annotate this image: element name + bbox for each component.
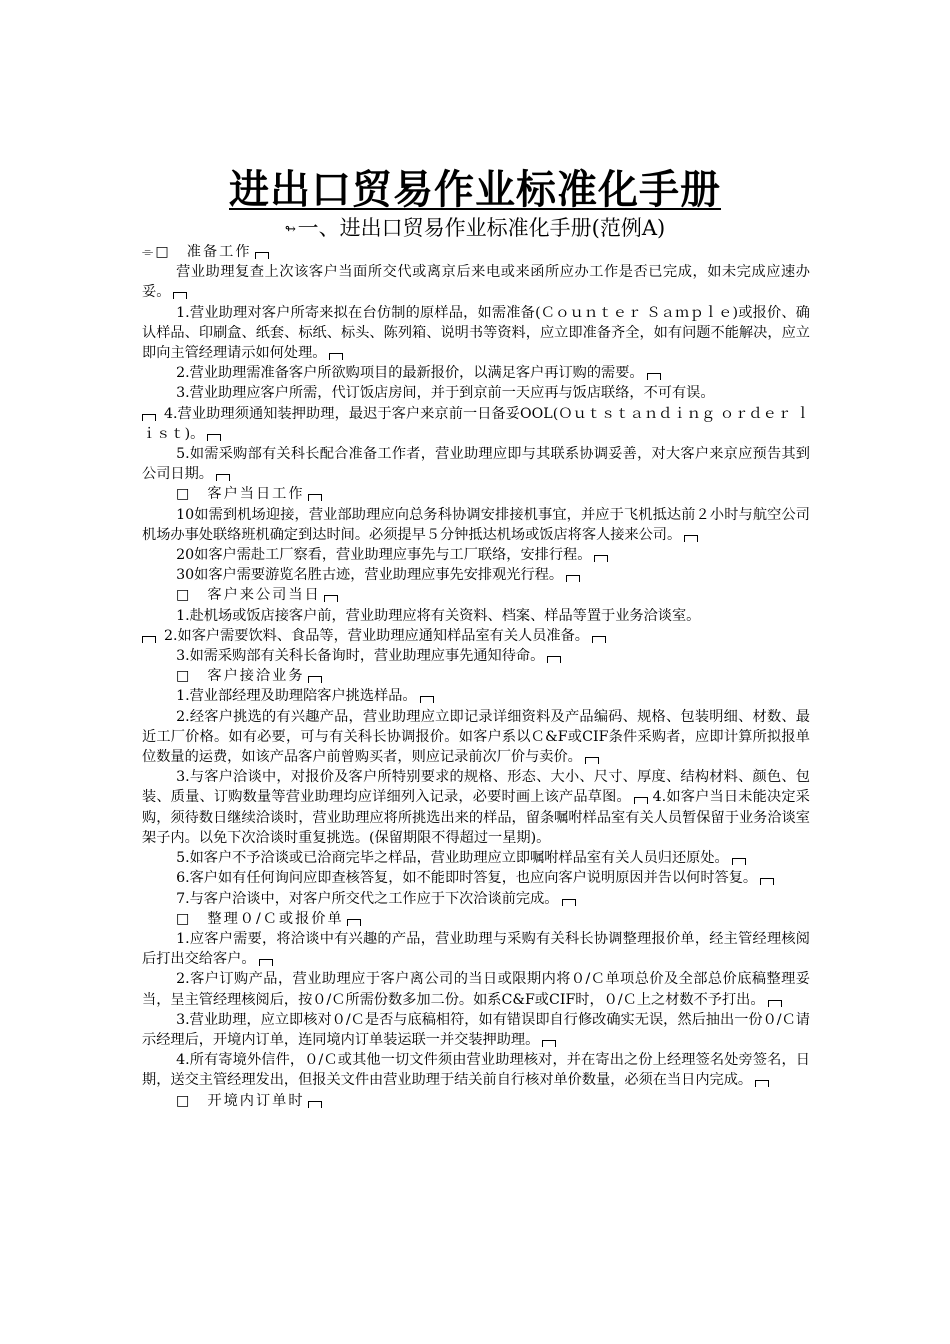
paragraph: 3.营业助理，应立即核对０/Ｃ是否与底稿相符，如有错误即自行修改确实无误，然后抽出一份０/Ｃ请示经理后，开境内订单，连同境内订单装运联一并交装押助理。 (142, 1011, 810, 1048)
section-heading-text: 客户来公司当日 (207, 587, 321, 604)
paragraph-mark-icon (684, 535, 698, 542)
paragraph-mark-icon (173, 292, 187, 299)
paragraph: 营业助理复查上次该客户当面所交代或离京后来电或来函所应办工作是否已完成，如未完成应速办妥。 (142, 264, 810, 301)
section-heading-text: 客户当日工作 (207, 486, 305, 503)
paragraph-mark-icon (547, 656, 561, 663)
paragraph: 2.客户订购产品，营业助理应于客户离公司的当日或限期内将０/Ｃ单项总价及全部总价底稿整理妥当，呈主管经理核阅后，按０/Ｃ所需份数多加二份。如系C&F或CIF时，０/Ｃ上之材数不予打出。 (142, 971, 810, 1008)
paragraph-mark-icon (255, 252, 269, 259)
paragraph-mark-icon (142, 636, 156, 643)
subtitle-text: 一、进出口贸易作业标准化手册(范例A) (297, 216, 666, 240)
section-heading-text: 整理０/Ｃ或报价单 (207, 910, 344, 927)
document-body (142, 242, 810, 1111)
paragraph: 5.如客户不予洽谈或已洽商完毕之样品，营业助理应立即嘱咐样品室有关人员归还原处。 (142, 848, 810, 868)
paragraph: 4.营业助理须通知装押助理，最迟于客户来京前一日备妥OOL(Ｏｕｔｓｔａｎｄｉｎｇ ｏｒｄｅｒ ｌｉｓｔ)。 (142, 405, 810, 442)
paragraph-mark-icon (592, 636, 606, 643)
section-heading (142, 484, 810, 504)
paragraph: 5.如需采购部有关科长配合准备工作者，营业助理应即与其联系协调妥善，对大客户来京应预告其到公司日期。 (142, 446, 810, 483)
paragraph: 1.应客户需要，将洽谈中有兴趣的产品，营业助理与采购有关科长协调整理报价单，经主管经理核阅后打出交给客户。 (142, 930, 810, 968)
checkbox-icon: □ (176, 486, 190, 503)
section-heading (142, 666, 810, 686)
paragraph-mark-icon (347, 919, 361, 926)
paragraph: 6.客户如有任何询问应即查核答复，如不能即时答复，也应向客户说明原因并告以何时答复。 (142, 868, 810, 888)
paragraph-mark-icon (542, 1040, 556, 1047)
paragraph: 30如客户需要游览名胜古迹，营业助理应事先安排观光行程。 (142, 565, 810, 585)
section-heading (142, 585, 810, 605)
paragraph-mark-icon (585, 757, 599, 764)
paragraph-mark-icon (732, 858, 746, 865)
checkbox-icon: □ (176, 910, 190, 927)
document-subtitle (0, 214, 950, 244)
section-heading (142, 1091, 810, 1111)
section-heading-text: 客户接洽业务 (207, 668, 305, 685)
paragraph: 2.如客户需要饮料、食品等，营业助理应通知样品室有关人员准备。 (142, 626, 810, 646)
section-heading-text: 准备工作 (186, 244, 252, 260)
paragraph-mark-icon (308, 1101, 322, 1108)
paragraph: 3.营业助理应客户所需，代订饭店房间，并于到京前一天应再与饭店联络，不可有误。 (176, 385, 715, 402)
paragraph-mark-icon (566, 575, 580, 582)
checkbox-icon: □ (176, 587, 190, 604)
checkbox-icon: □ (176, 668, 190, 685)
heading-prefix: ⌯ (142, 244, 156, 260)
paragraph-mark-icon (142, 414, 156, 421)
paragraph-mark-icon (308, 494, 322, 501)
checkbox-icon: □ (176, 1092, 190, 1109)
paragraph: 3.如需采购部有关科长备询时，营业助理应事先通知待命。 (142, 646, 810, 666)
paragraph: 2.经客户挑选的有兴趣产品，营业助理应立即记录详细资料及产品编码、规格、包装明细、材数、最近工厂价格。如有必要，可与有关科长协调报价。如客户系以Ｃ&F或CIF条件采购者，应即计算所拟报单位数量的运费，如该产品客户前曾购买者，则应记录前次厂价与卖价。 (142, 708, 810, 766)
paragraph-mark-icon (420, 696, 434, 703)
paragraph: 2.营业助理需准备客户所欲购项目的最新报价，以满足客户再订购的需要。 (142, 363, 810, 383)
paragraph-mark-icon (259, 959, 273, 966)
paragraph-mark-icon (324, 595, 338, 602)
paragraph: 20如客户需赴工厂察看，营业助理应事先与工厂联络，安排行程。 (142, 545, 810, 565)
paragraph: 10如需到机场迎接，营业部助理应向总务科协调安排接机事宜，并应于飞机抵达前２小时与航空公司机场办事处联络班机确定到达时间。必须提早５分钟抵达机场或饭店将客人接来公司。 (142, 506, 810, 543)
paragraph-mark-icon (760, 878, 774, 885)
paragraph-mark-icon (647, 373, 661, 380)
checkbox-icon: □ (155, 244, 169, 260)
paragraph-mark-icon (768, 1000, 782, 1007)
paragraph: 1.营业部经理及助理陪客户挑选样品。 (142, 686, 810, 706)
document-title: 进出口贸易作业标准化手册 (229, 166, 721, 213)
section-heading-text: 开境内订单时 (207, 1092, 305, 1109)
section-heading (142, 242, 810, 262)
paragraph-mark-icon (308, 676, 322, 683)
paragraph-mark-icon (634, 797, 648, 804)
paragraph: 1.营业助理对客户所寄来拟在台仿制的原样品，如需准备(Ｃｏｕｎｔｅｒ Ｓａｍｐｌｅ)或报价、确认样品、印刷盒、纸套、标纸、标头、陈列箱、说明书等资料，应立即准备齐全，如有问题不能解决，应立即向主管经理请示如何处理。 (142, 304, 810, 362)
paragraph: 4.所有寄境外信件，０/Ｃ或其他一切文件须由营业助理核对，并在寄出之份上经理签名处旁签名，日期，送交主管经理发出，但报关文件由营业助理于结关前自行核对单价数量，必须在当日内完成。 (142, 1052, 810, 1089)
anchor-icon: ↬ (284, 221, 296, 237)
paragraph: 1.赴机场或饭店接客户前，营业助理应将有关资料、档案、样品等置于业务洽谈室。 (176, 607, 701, 624)
paragraph-mark-icon (755, 1080, 769, 1087)
paragraph-mark-icon (329, 353, 343, 360)
paragraph-mark-icon (207, 434, 221, 441)
paragraph: 7.与客户洽谈中，对客户所交代之工作应于下次洽谈前完成。 (142, 889, 810, 909)
paragraph-mark-icon (216, 474, 230, 481)
paragraph-mark-icon (594, 555, 608, 562)
section-heading (142, 909, 810, 929)
paragraph: 3.与客户洽谈中，对报价及客户所特别要求的规格、形态、大小、尺寸、厚度、结构材料、颜色、包装、质量、订购数量等营业助理均应详细列入记录，必要时画上该产品草图。 4.如客户当日未能决定采购，须待数日继续洽谈时，营业助理应将所挑选出来的样品，留条嘱咐样品室有关人员暂保留于业务洽谈室架子内。以免下次洽谈时重复挑选。(保留期限不得超过一星期)。 (142, 769, 810, 846)
paragraph-mark-icon (562, 899, 576, 906)
